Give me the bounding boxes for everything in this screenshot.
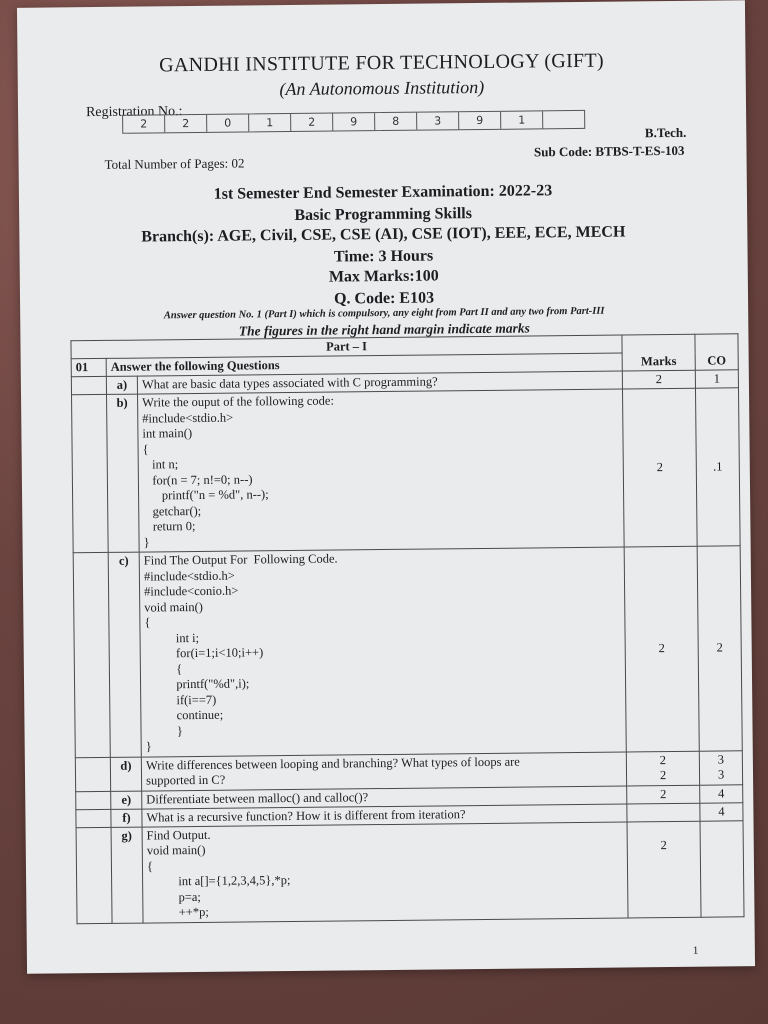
total-pages: Total Number of Pages: 02 (104, 155, 245, 172)
registration-digit: 0 (207, 114, 249, 131)
question-label: a) (106, 376, 137, 394)
question-number: 01 (71, 358, 106, 376)
registration-label: Registration No.: (85, 104, 183, 121)
max-marks: Max Marks:100 (328, 267, 439, 286)
marks-value-line1: 2 (659, 752, 667, 767)
question-heading: Answer the following Questions (106, 353, 622, 376)
co-column-header: CO (695, 334, 738, 370)
table-row (76, 820, 744, 923)
table-row (73, 546, 742, 757)
question-text: Find The Output For Following Code. #include<stdio.h> #include<conio.h> void main() { int i; for(i=1;i<10;i++) { printf("%d",i); if(i==7) continue; } } (139, 547, 626, 757)
question-text: Write the ouput of the following code: #include<stdio.h> int main() { int n; for(n = 7; n!=0; n--) printf("n = %d", n--); getchar(); return 0; } (138, 389, 625, 552)
table-row (72, 388, 741, 553)
question-code: Q. Code: E103 (333, 289, 435, 308)
co-value-line2: 3 (717, 767, 725, 782)
co-value (699, 750, 742, 784)
subject-name: Basic Programming Skills (294, 205, 472, 224)
co-value: 4 (700, 784, 743, 802)
question-label: g) (111, 827, 143, 923)
registration-digit: 1 (249, 114, 291, 131)
question-text: What are basic data types associated with C programming? (137, 371, 622, 394)
marks-value: 2 (624, 546, 699, 751)
co-value: 1 (695, 370, 738, 388)
registration-digit: 9 (459, 112, 501, 129)
subject-code: Sub Code: BTBS-T-ES-103 (533, 142, 685, 160)
marks-value (626, 751, 699, 786)
questions-table (70, 333, 744, 923)
marks-value: 2 (622, 370, 695, 389)
question-text: What is a recursive function? How it is different from iteration? (142, 803, 627, 826)
registration-digit: 2 (291, 114, 333, 131)
co-value: .1 (695, 388, 740, 546)
co-value: 2 (697, 546, 742, 751)
question-label: b) (107, 394, 140, 552)
page-number: 1 (692, 944, 699, 957)
registration-number-grid (122, 110, 585, 134)
question-text: Differentiate between malloc() and calloc()? (142, 785, 627, 808)
registration-digit: 2 (165, 115, 207, 132)
institute-subtitle: (An Autonomous Institution) (279, 76, 485, 100)
co-value: 4 (700, 802, 743, 820)
registration-digit: 9 (333, 113, 375, 130)
registration-digit: 1 (501, 111, 543, 128)
degree-label: B.Tech. (644, 124, 687, 141)
question-text: Find Output. void main() { int a[]={1,2,3,4,5},*p; p=a; ++*p; (142, 821, 628, 922)
question-label: d) (110, 757, 141, 791)
marks-value-line2: 2 (659, 768, 667, 783)
registration-digit: 2 (123, 115, 165, 132)
marks-value (627, 803, 700, 822)
registration-digit: 3 (417, 112, 459, 129)
marks-column-header: Marks (622, 334, 695, 371)
exam-title: 1st Semester End Semester Examination: 2022-23 (213, 182, 553, 203)
marks-value: 2 (622, 388, 697, 547)
exam-time: Time: 3 Hours (333, 247, 434, 266)
part-heading: Part – I (71, 335, 622, 359)
marks-value: 2 (627, 821, 701, 918)
instructions: Answer question No. 1 (Part I) which is compulsory, any eight from Part II and any two from Part-III (163, 305, 605, 322)
marks-value: 2 (627, 785, 700, 804)
figures-note: The figures in the right hand margin indicate marks (238, 320, 530, 339)
question-label: f) (111, 809, 142, 827)
question-label: e) (111, 791, 142, 809)
co-value-line1: 3 (717, 751, 725, 767)
question-text: Write differences between looping and branching? What types of loops are supported in C? (141, 751, 626, 790)
registration-digit: 8 (375, 113, 417, 130)
institute-name: GANDHI INSTITUTE FOR TECHNOLOGY (GIFT) (159, 49, 605, 77)
registration-digit (543, 111, 584, 128)
co-value (700, 820, 744, 916)
question-label: c) (108, 552, 141, 757)
branches: Branch(s): AGE, Civil, CSE, CSE (AI), CSE (IOT), EEE, ECE, MECH (141, 223, 626, 246)
exam-paper-sheet (17, 0, 755, 974)
